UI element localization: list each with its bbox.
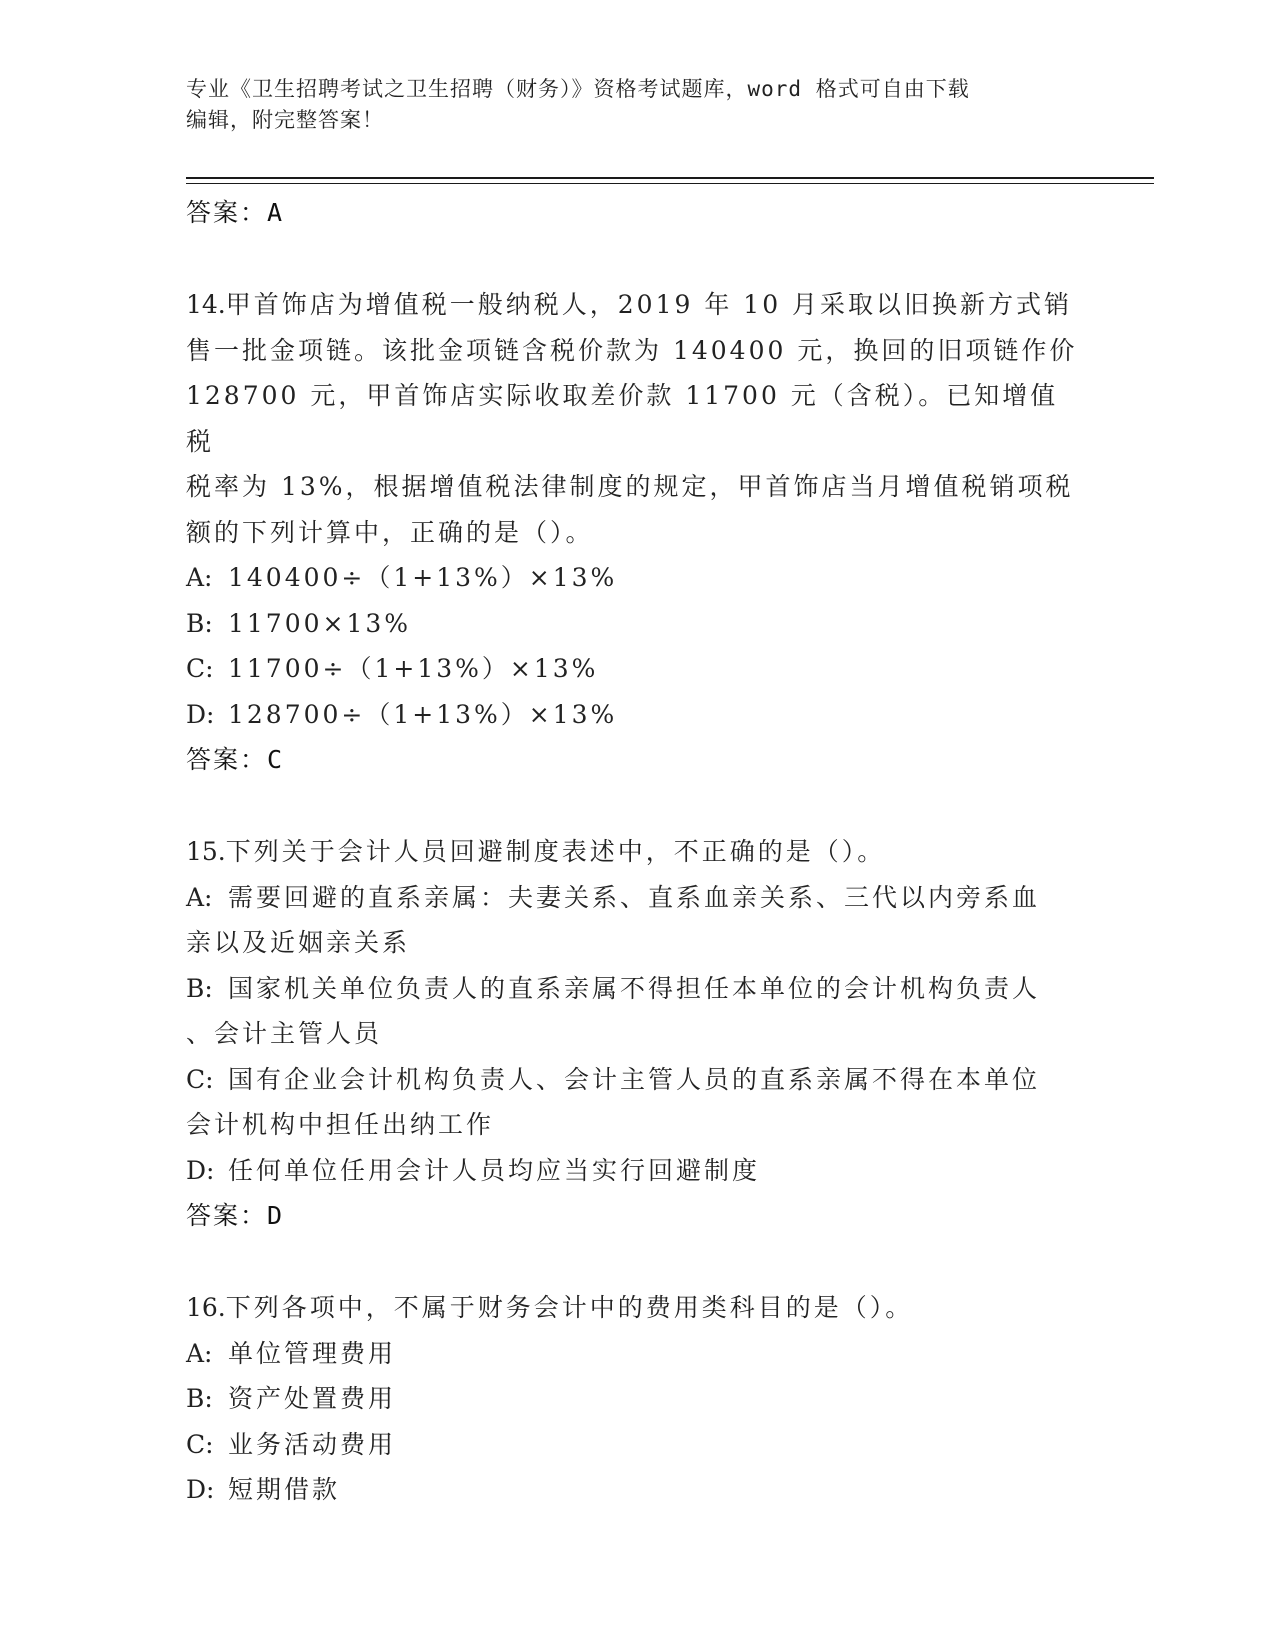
answer-label: 答案：	[186, 1201, 268, 1230]
answer-label: 答案：	[186, 198, 268, 227]
question-number: 16.	[186, 1293, 226, 1322]
answer-value: C	[267, 745, 283, 774]
option-letter: D:	[186, 1475, 215, 1504]
option-letter: A:	[186, 1338, 213, 1368]
question-14	[186, 282, 1086, 783]
option-letter: D:	[186, 699, 215, 729]
option-letter: A:	[186, 882, 213, 912]
option-text: 国有企业会计机构负责人、会计主管人员的直系亲属不得在本单位	[228, 1064, 1041, 1094]
answer-value: A	[267, 198, 283, 227]
header-rule-thin	[186, 183, 1154, 184]
option-text: 资产处置费用	[228, 1384, 397, 1413]
header-line-1: 专业《卫生招聘考试之卫生招聘（财务）》资格考试题库，word 格式可自由下载	[186, 77, 970, 101]
option-a	[186, 875, 1086, 921]
option-letter: C:	[186, 1064, 214, 1094]
question-line	[186, 829, 1086, 875]
header-line-2: 编辑，附完整答案！	[186, 108, 384, 132]
option-c	[186, 646, 1086, 692]
option-b-continued: 、会计主管人员	[186, 1019, 383, 1048]
question-15	[186, 829, 1086, 1239]
option-text: 140400÷（1+13%）×13%	[228, 563, 618, 592]
header-rule-thick	[186, 177, 1154, 179]
option-text: 任何单位任用会计人员均应当实行回避制度	[228, 1155, 761, 1185]
question-line: 额的下列计算中，正确的是（）。	[186, 517, 594, 547]
option-text: 单位管理费用	[228, 1338, 397, 1368]
answer-14	[186, 737, 1086, 783]
option-letter: B:	[186, 1384, 213, 1413]
option-d	[186, 692, 1086, 738]
option-a	[186, 555, 1086, 601]
question-line	[186, 1285, 1086, 1331]
option-text: 11700÷（1+13%）×13%	[228, 654, 599, 683]
option-text: 短期借款	[228, 1475, 341, 1504]
answer-label: 答案：	[186, 745, 268, 774]
option-c-continued: 会计机构中担任出纳工作	[186, 1110, 495, 1139]
question-text: 甲首饰店为增值税一般纳税人，2019 年 10 月采取以旧换新方式销	[225, 290, 1073, 319]
option-letter: B:	[186, 973, 213, 1003]
document-header	[186, 74, 1086, 136]
option-c	[186, 1422, 1086, 1468]
question-line: 税率为 13%，根据增值税法律制度的规定，甲首饰店当月增值税销项税	[186, 472, 1074, 501]
question-16	[186, 1285, 1086, 1513]
option-text: 业务活动费用	[228, 1429, 397, 1459]
option-c	[186, 1057, 1086, 1103]
option-a	[186, 1331, 1086, 1377]
option-letter: B:	[186, 608, 213, 638]
option-a-continued: 亲以及近姻亲关系	[186, 928, 411, 957]
option-text: 11700×13%	[228, 608, 412, 638]
option-letter: C:	[186, 654, 214, 683]
option-text: 需要回避的直系亲属：夫妻关系、直系血亲关系、三代以内旁系血	[228, 882, 1041, 912]
question-line: 售一批金项链。该批金项链含税价款为 140400 元，换回的旧项链作价	[186, 335, 1078, 365]
option-d	[186, 1467, 1086, 1513]
option-b	[186, 966, 1086, 1012]
option-d	[186, 1148, 1086, 1194]
option-b	[186, 1376, 1086, 1422]
question-line: 128700 元，甲首饰店实际收取差价款 11700 元（含税）。已知增值税	[186, 381, 1059, 456]
option-b	[186, 601, 1086, 647]
answer-13	[186, 190, 1086, 236]
option-letter: A:	[186, 563, 213, 592]
option-letter: D:	[186, 1155, 215, 1185]
question-text: 下列关于会计人员回避制度表述中，不正确的是（）。	[225, 837, 886, 866]
question-line	[186, 282, 1086, 328]
question-number: 15.	[186, 837, 226, 866]
answer-value: D	[267, 1201, 283, 1230]
question-number: 14.	[186, 290, 226, 319]
option-text: 128700÷（1+13%）×13%	[228, 699, 618, 729]
answer-15	[186, 1193, 1086, 1239]
option-text: 国家机关单位负责人的直系亲属不得担任本单位的会计机构负责人	[228, 973, 1041, 1003]
question-content	[186, 190, 1086, 1513]
option-letter: C:	[186, 1429, 214, 1459]
question-text: 下列各项中，不属于财务会计中的费用类科目的是（）。	[225, 1293, 914, 1322]
